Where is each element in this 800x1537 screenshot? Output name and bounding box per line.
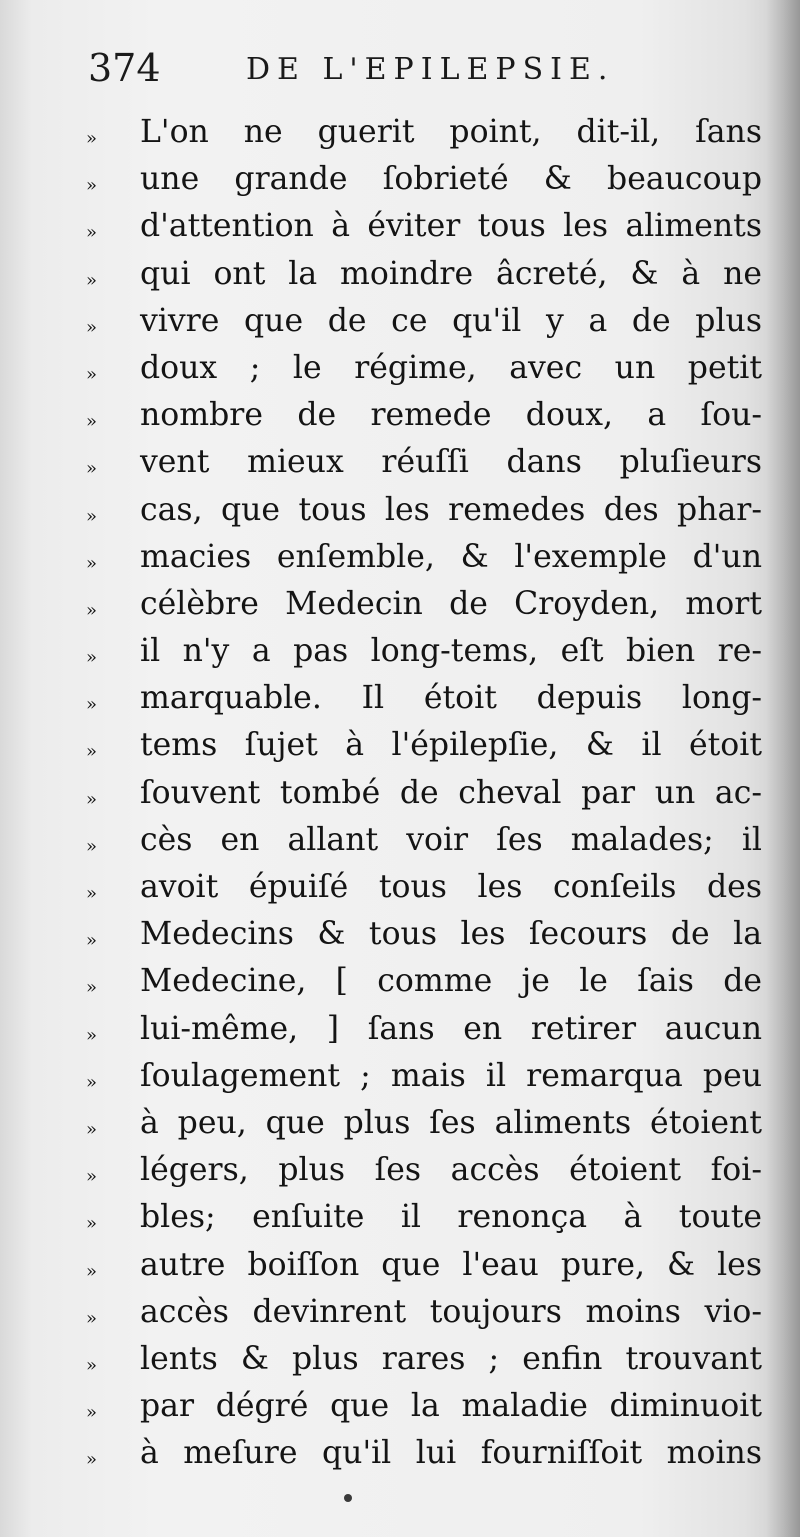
line-text: bles; enſuite il renonça à toute — [140, 1199, 762, 1236]
quotation-mark: » — [86, 1354, 98, 1376]
quotation-mark: » — [86, 316, 98, 338]
line-text: à peu, que plus ſes aliments étoient — [140, 1104, 762, 1141]
line-text: lents & plus rares ; enfin trouvant — [140, 1340, 762, 1377]
line-text: cas, que tous les remedes des phar- — [140, 491, 762, 528]
text-line — [86, 957, 766, 1004]
quotation-mark: » — [86, 835, 98, 857]
text-line — [86, 863, 766, 910]
text-line — [86, 1005, 766, 1052]
quotation-mark: » — [86, 1307, 98, 1329]
line-text: il n'y a pas long-tems, eſt bien re- — [140, 633, 762, 670]
running-title: DE L'EPILEPSIE. — [246, 52, 615, 87]
quotation-mark: » — [86, 1213, 98, 1235]
text-line — [86, 1335, 766, 1382]
quotation-mark: » — [86, 363, 98, 385]
line-text: ſouvent tombé de cheval par un ac- — [140, 774, 762, 811]
quotation-mark: » — [86, 128, 98, 149]
text-line — [86, 674, 766, 721]
quotation-mark: » — [86, 411, 98, 433]
text-line — [86, 1099, 766, 1146]
text-line — [86, 155, 766, 202]
text-line — [86, 1429, 766, 1476]
text-line — [86, 391, 766, 438]
text-line — [86, 1288, 766, 1335]
line-text: doux ; le régime, avec un petit — [140, 349, 762, 386]
line-text: lui-même, ] ſans en retirer aucun — [140, 1010, 762, 1047]
text-line — [86, 533, 766, 580]
line-text: macies enſemble, & l'exemple d'un — [140, 538, 762, 575]
page-gutter-shadow — [766, 0, 800, 1537]
line-text: à meſure qu'il lui fourniſſoit moins — [140, 1435, 762, 1472]
line-text: L'on ne guerit point, dit-il, ſans — [140, 114, 762, 150]
quotation-mark: » — [86, 977, 98, 999]
line-text: vivre que de ce qu'il y a de plus — [140, 302, 762, 339]
line-text: par dégré que la maladie diminuoit — [140, 1388, 762, 1425]
text-line — [86, 816, 766, 863]
text-line — [86, 769, 766, 816]
line-text: tems ſujet à l'épilepſie, & il étoit — [140, 727, 762, 764]
text-line — [86, 1382, 766, 1429]
line-text: Medecins & tous les ſecours de la — [140, 916, 762, 953]
quotation-mark: » — [86, 1024, 98, 1046]
line-text: célèbre Medecin de Croyden, mort — [140, 585, 762, 622]
text-line — [86, 627, 766, 674]
text-line — [86, 1052, 766, 1099]
line-text: accès devinrent toujours moins vio- — [140, 1293, 762, 1330]
line-text: Medecine, [ comme je le ſais de — [140, 963, 762, 1000]
quotation-mark: » — [86, 741, 98, 763]
line-text: marquable. Il étoit depuis long- — [140, 680, 762, 717]
line-text: légers, plus ſes accès étoient foi- — [140, 1152, 762, 1189]
page-header — [88, 44, 668, 100]
text-line — [86, 202, 766, 249]
quotation-mark: » — [86, 788, 98, 810]
quotation-mark: » — [86, 458, 98, 480]
text-line — [86, 1146, 766, 1193]
text-line — [86, 1193, 766, 1240]
line-text: avoit épuiſé tous les conſeils des — [140, 869, 762, 905]
quotation-mark: » — [86, 1260, 98, 1282]
text-line — [86, 438, 766, 485]
text-line — [86, 297, 766, 344]
line-text: vent mieux réuſſi dans pluſieurs — [140, 444, 762, 481]
quotation-mark: » — [86, 552, 98, 574]
text-line — [86, 721, 766, 768]
quotation-mark: » — [86, 1118, 98, 1140]
text-line — [86, 108, 766, 155]
quotation-mark: » — [86, 269, 98, 291]
quotation-mark: » — [86, 1071, 98, 1093]
text-line — [86, 1241, 766, 1288]
quotation-mark: » — [86, 1402, 98, 1424]
quotation-mark: » — [86, 1449, 98, 1471]
quotation-mark: » — [86, 222, 98, 244]
line-text: ſoulagement ; mais il remarqua peu — [140, 1057, 762, 1094]
line-text: nombre de remede doux, a ſou- — [140, 397, 762, 434]
line-text: qui ont la moindre âcreté, & à ne — [140, 255, 762, 292]
page-number: 374 — [88, 46, 161, 90]
quotation-mark: » — [86, 930, 98, 952]
body-text — [86, 108, 766, 1476]
text-line — [86, 250, 766, 297]
quotation-mark: » — [86, 694, 98, 716]
text-line — [86, 580, 766, 627]
line-text: autre boiſſon que l'eau pure, & les — [140, 1246, 762, 1283]
ink-speck — [344, 1494, 352, 1502]
quotation-mark: » — [86, 505, 98, 527]
text-line — [86, 344, 766, 391]
text-line — [86, 910, 766, 957]
quotation-mark: » — [86, 599, 98, 621]
quotation-mark: » — [86, 883, 98, 904]
quotation-mark: » — [86, 175, 98, 197]
quotation-mark: » — [86, 1166, 98, 1188]
text-line — [86, 486, 766, 533]
quotation-mark: » — [86, 647, 98, 669]
line-text: une grande ſobrieté & beaucoup — [140, 161, 762, 198]
line-text: cès en allant voir ſes malades; il — [140, 821, 762, 858]
line-text: d'attention à éviter tous les aliments — [140, 208, 762, 245]
